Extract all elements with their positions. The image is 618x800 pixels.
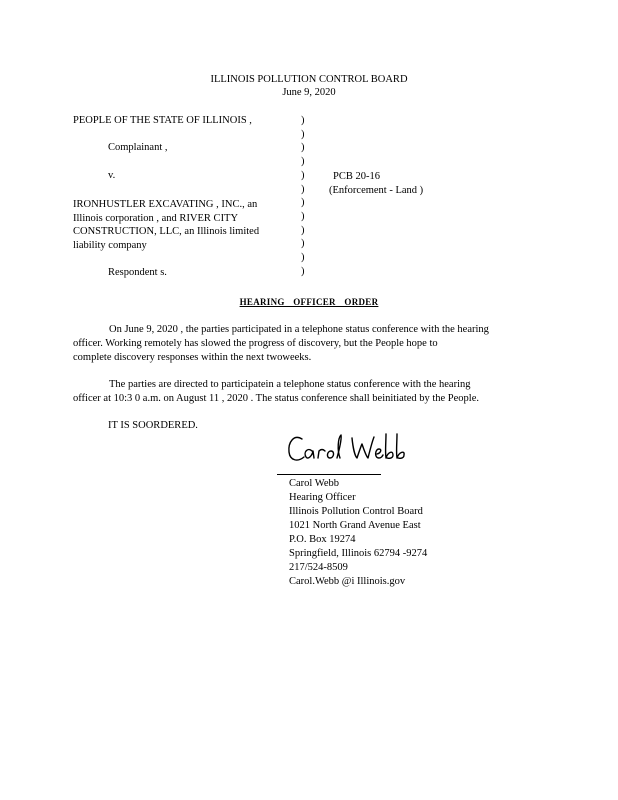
caption-parenthesis: ) (301, 252, 305, 264)
caption-case-info (329, 170, 424, 197)
defendant-line: IRONHUSTLER EXCAVATING , INC., an (73, 199, 258, 210)
paragraph-line: officer at 10:3 0 a.m. on August 11 , 2020 . The status conference shall beinitiated by the People. (73, 393, 480, 404)
case-number: PCB 20-16 (333, 171, 380, 182)
paragraph-line: officer. Working remotely has slowed the progress of discovery, but the People hope to (73, 338, 438, 349)
signer-agency: Illinois Pollution Control Board (289, 506, 423, 517)
caption-parenthesis: ) (301, 142, 305, 154)
defendant-line: liability company (73, 240, 147, 252)
defendant-line: Illinois corporation , and RIVER CITY (73, 212, 239, 224)
order-paragraph-2 (73, 378, 539, 406)
paragraph-line: The parties are directed to participatein a telephone status conference with the hearing (109, 379, 471, 390)
handwritten-signature (286, 430, 416, 470)
caption-parenthesis: ) (301, 115, 305, 126)
caption-parenthesis-column (301, 114, 311, 278)
caption-defendants (73, 198, 259, 253)
signer-street: 1021 North Grand Avenue East (289, 520, 421, 531)
document-header (0, 73, 618, 99)
paragraph-line: complete discovery responses within the next twoweeks. (73, 352, 312, 363)
caption-parenthesis: ) (301, 224, 305, 236)
signature-line (277, 474, 381, 475)
signer-po-box: P.O. Box 19274 (289, 534, 356, 545)
closing-statement: IT IS SOORDERED. (108, 420, 198, 431)
caption-parenthesis: ) (301, 128, 305, 140)
signature-block (289, 477, 427, 589)
caption-parenthesis: ) (301, 210, 305, 222)
paragraph-line: On June 9, 2020 , the parties participated in a telephone status conference with the hearing (109, 324, 489, 335)
defendant-line: CONSTRUCTION, LLC, an Illinois limited (73, 226, 260, 238)
order-title: HEARING OFFICER ORDER (239, 297, 379, 307)
caption-plaintiff-role: Complainant , (108, 142, 168, 153)
caption-parenthesis: ) (301, 238, 305, 250)
caption-parenthesis: ) (301, 183, 305, 195)
caption-parenthesis: ) (301, 265, 305, 277)
caption-parenthesis: ) (301, 156, 305, 168)
order-date: June 9, 2020 (282, 87, 336, 98)
order-paragraph-1 (73, 323, 539, 365)
case-type: (Enforcement - Land ) (329, 184, 424, 196)
agency-name: ILLINOIS POLLUTION CONTROL BOARD (210, 74, 408, 85)
signer-title: Hearing Officer (289, 492, 356, 503)
caption-parenthesis: ) (301, 197, 305, 209)
signer-city: Springfield, Illinois 62794 -9274 (289, 548, 428, 559)
caption-versus: v. (108, 170, 116, 181)
signer-phone: 217/524-8509 (289, 562, 348, 573)
signer-name: Carol Webb (289, 478, 339, 489)
caption-plaintiff: PEOPLE OF THE STATE OF ILLINOIS , (73, 115, 252, 126)
signer-email: Carol.Webb @i Illinois.gov (289, 576, 406, 587)
caption-defendant-role: Respondent s. (108, 267, 167, 278)
caption-parenthesis: ) (301, 169, 305, 181)
